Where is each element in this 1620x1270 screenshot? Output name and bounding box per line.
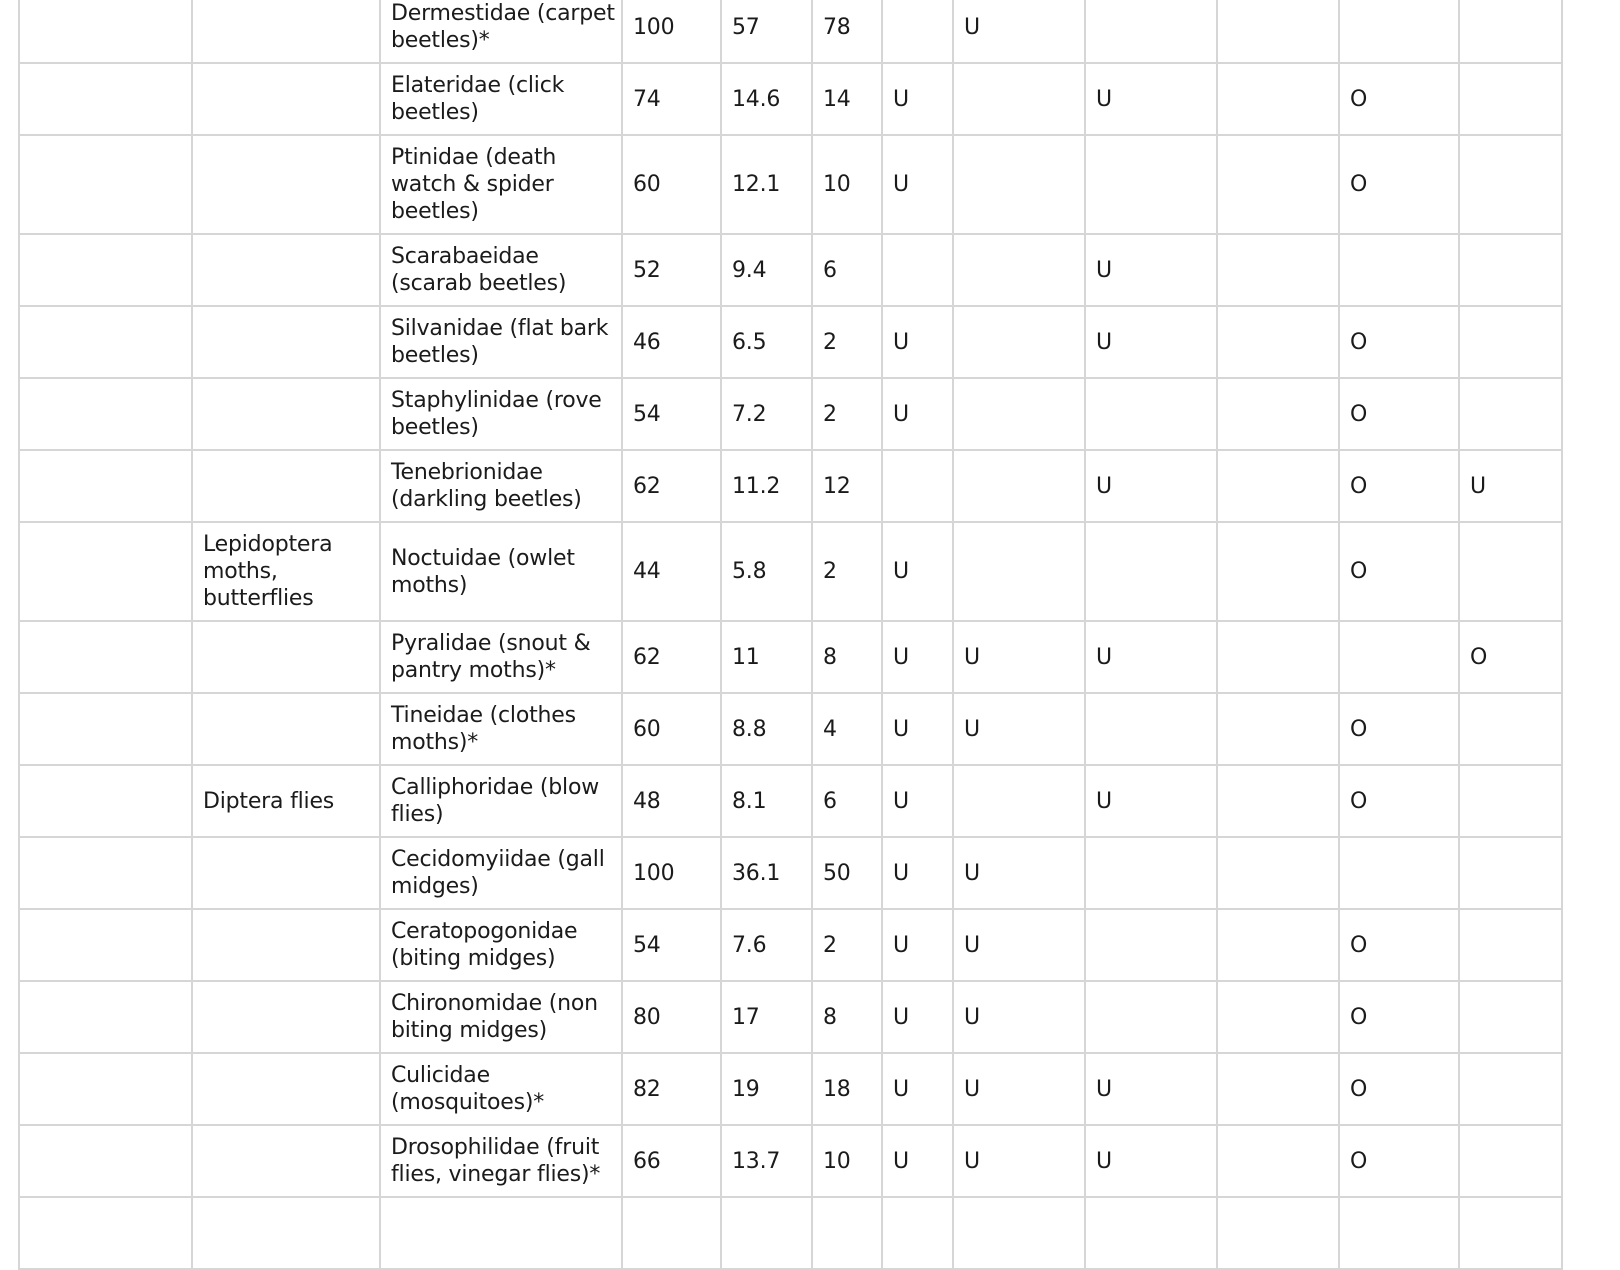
group-cell — [19, 765, 192, 837]
value-cell-2: 14.6 — [721, 63, 812, 135]
code-cell-2 — [953, 765, 1085, 837]
family-cell: Pyralidae (snout & pantry moths)* — [380, 621, 622, 693]
code-cell-2: U — [953, 693, 1085, 765]
code-cell-1: U — [882, 693, 953, 765]
code-cell-4 — [1217, 1053, 1339, 1125]
code-cell-4 — [1217, 63, 1339, 135]
value-cell-2: 57 — [721, 0, 812, 63]
code-cell-6 — [1459, 378, 1562, 450]
family-cell: Tineidae (clothes moths)* — [380, 693, 622, 765]
code-cell-3: U — [1085, 234, 1217, 306]
code-cell-3 — [1085, 0, 1217, 63]
order-cell — [192, 306, 380, 378]
code-cell-4 — [1217, 909, 1339, 981]
code-cell-6 — [1459, 135, 1562, 234]
value-cell-3: 10 — [812, 135, 882, 234]
value-cell-1: 60 — [622, 693, 721, 765]
family-cell: Culicidae (mosquitoes)* — [380, 1053, 622, 1125]
table-row — [19, 306, 1562, 378]
code-cell-4 — [1217, 765, 1339, 837]
code-cell-6 — [1459, 1125, 1562, 1197]
code-cell-6 — [1459, 1053, 1562, 1125]
code-cell-4 — [1217, 693, 1339, 765]
code-cell-1: U — [882, 306, 953, 378]
code-cell-6 — [1459, 63, 1562, 135]
family-cell — [380, 1197, 622, 1269]
code-cell-4 — [1217, 1197, 1339, 1269]
code-cell-1: U — [882, 1053, 953, 1125]
code-cell-3 — [1085, 693, 1217, 765]
group-cell — [19, 1053, 192, 1125]
code-cell-1 — [882, 0, 953, 63]
value-cell-3: 50 — [812, 837, 882, 909]
code-cell-6 — [1459, 1197, 1562, 1269]
group-cell — [19, 450, 192, 522]
code-cell-5: O — [1339, 765, 1459, 837]
code-cell-1 — [882, 450, 953, 522]
code-cell-1: U — [882, 981, 953, 1053]
value-cell-3: 6 — [812, 765, 882, 837]
table-row — [19, 450, 1562, 522]
value-cell-2: 6.5 — [721, 306, 812, 378]
code-cell-4 — [1217, 837, 1339, 909]
order-cell — [192, 234, 380, 306]
family-cell: Silvanidae (flat bark beetles) — [380, 306, 622, 378]
code-cell-2: U — [953, 837, 1085, 909]
code-cell-6: O — [1459, 621, 1562, 693]
value-cell-3: 2 — [812, 522, 882, 621]
code-cell-3 — [1085, 981, 1217, 1053]
value-cell-3: 8 — [812, 621, 882, 693]
code-cell-1: U — [882, 909, 953, 981]
value-cell-2 — [721, 1197, 812, 1269]
data-table-container — [18, 0, 1563, 1270]
code-cell-2: U — [953, 909, 1085, 981]
table-row — [19, 1053, 1562, 1125]
code-cell-5 — [1339, 837, 1459, 909]
code-cell-5: O — [1339, 909, 1459, 981]
code-cell-5: O — [1339, 693, 1459, 765]
code-cell-4 — [1217, 0, 1339, 63]
value-cell-1: 54 — [622, 378, 721, 450]
value-cell-1: 48 — [622, 765, 721, 837]
table-row — [19, 63, 1562, 135]
code-cell-2: U — [953, 1125, 1085, 1197]
code-cell-6: U — [1459, 450, 1562, 522]
code-cell-5: O — [1339, 306, 1459, 378]
code-cell-1: U — [882, 522, 953, 621]
table-row — [19, 1197, 1562, 1269]
code-cell-6 — [1459, 981, 1562, 1053]
value-cell-3: 4 — [812, 693, 882, 765]
code-cell-2: U — [953, 0, 1085, 63]
code-cell-2 — [953, 522, 1085, 621]
table-row — [19, 765, 1562, 837]
code-cell-3 — [1085, 837, 1217, 909]
value-cell-1: 60 — [622, 135, 721, 234]
order-cell — [192, 621, 380, 693]
group-cell — [19, 378, 192, 450]
code-cell-5: O — [1339, 981, 1459, 1053]
code-cell-3 — [1085, 909, 1217, 981]
table-row — [19, 1125, 1562, 1197]
code-cell-5: O — [1339, 378, 1459, 450]
code-cell-3: U — [1085, 1053, 1217, 1125]
code-cell-3: U — [1085, 1125, 1217, 1197]
code-cell-3 — [1085, 135, 1217, 234]
code-cell-4 — [1217, 621, 1339, 693]
group-cell — [19, 1125, 192, 1197]
order-cell — [192, 1197, 380, 1269]
table-row — [19, 522, 1562, 621]
value-cell-1 — [622, 1197, 721, 1269]
value-cell-1: 66 — [622, 1125, 721, 1197]
value-cell-1: 80 — [622, 981, 721, 1053]
value-cell-1: 82 — [622, 1053, 721, 1125]
code-cell-6 — [1459, 522, 1562, 621]
code-cell-5: O — [1339, 135, 1459, 234]
group-cell — [19, 135, 192, 234]
code-cell-1: U — [882, 837, 953, 909]
family-cell: Ptinidae (death watch & spider beetles) — [380, 135, 622, 234]
family-cell: Staphylinidae (rove beetles) — [380, 378, 622, 450]
code-cell-5: O — [1339, 63, 1459, 135]
value-cell-2: 12.1 — [721, 135, 812, 234]
value-cell-2: 36.1 — [721, 837, 812, 909]
family-cell: Cecidomyiidae (gall midges) — [380, 837, 622, 909]
code-cell-3: U — [1085, 63, 1217, 135]
code-cell-2 — [953, 450, 1085, 522]
code-cell-6 — [1459, 693, 1562, 765]
group-cell — [19, 0, 192, 63]
value-cell-2: 17 — [721, 981, 812, 1053]
value-cell-1: 54 — [622, 909, 721, 981]
code-cell-6 — [1459, 837, 1562, 909]
value-cell-1: 52 — [622, 234, 721, 306]
order-cell — [192, 1125, 380, 1197]
value-cell-2: 11 — [721, 621, 812, 693]
family-cell: Chironomidae (non biting midges) — [380, 981, 622, 1053]
group-cell — [19, 909, 192, 981]
code-cell-4 — [1217, 522, 1339, 621]
value-cell-3: 78 — [812, 0, 882, 63]
code-cell-3: U — [1085, 765, 1217, 837]
value-cell-2: 7.2 — [721, 378, 812, 450]
code-cell-3: U — [1085, 621, 1217, 693]
code-cell-4 — [1217, 981, 1339, 1053]
insect-family-table — [18, 0, 1563, 1270]
code-cell-2 — [953, 234, 1085, 306]
family-cell: Calliphoridae (blow flies) — [380, 765, 622, 837]
value-cell-3: 12 — [812, 450, 882, 522]
value-cell-3: 2 — [812, 306, 882, 378]
code-cell-6 — [1459, 909, 1562, 981]
value-cell-2: 5.8 — [721, 522, 812, 621]
code-cell-6 — [1459, 0, 1562, 63]
family-cell: Scarabaeidae (scarab beetles) — [380, 234, 622, 306]
code-cell-5: O — [1339, 450, 1459, 522]
family-cell: Dermestidae (carpet beetles)* — [380, 0, 622, 63]
group-cell — [19, 981, 192, 1053]
group-cell — [19, 522, 192, 621]
code-cell-3: U — [1085, 306, 1217, 378]
code-cell-6 — [1459, 765, 1562, 837]
code-cell-6 — [1459, 234, 1562, 306]
code-cell-1: U — [882, 765, 953, 837]
code-cell-2 — [953, 306, 1085, 378]
value-cell-3 — [812, 1197, 882, 1269]
value-cell-1: 44 — [622, 522, 721, 621]
value-cell-2: 7.6 — [721, 909, 812, 981]
family-cell: Tenebrionidae (darkling beetles) — [380, 450, 622, 522]
code-cell-1: U — [882, 63, 953, 135]
code-cell-1 — [882, 234, 953, 306]
value-cell-2: 13.7 — [721, 1125, 812, 1197]
family-cell: Drosophilidae (fruit flies, vinegar flies)* — [380, 1125, 622, 1197]
table-row — [19, 693, 1562, 765]
code-cell-4 — [1217, 234, 1339, 306]
code-cell-2 — [953, 378, 1085, 450]
value-cell-3: 14 — [812, 63, 882, 135]
table-row — [19, 378, 1562, 450]
group-cell — [19, 693, 192, 765]
value-cell-3: 8 — [812, 981, 882, 1053]
code-cell-3 — [1085, 1197, 1217, 1269]
code-cell-5 — [1339, 0, 1459, 63]
value-cell-2: 19 — [721, 1053, 812, 1125]
code-cell-2 — [953, 135, 1085, 234]
code-cell-6 — [1459, 306, 1562, 378]
value-cell-3: 2 — [812, 909, 882, 981]
code-cell-3 — [1085, 522, 1217, 621]
order-cell — [192, 450, 380, 522]
code-cell-2 — [953, 1197, 1085, 1269]
family-cell: Ceratopogonidae (biting midges) — [380, 909, 622, 981]
order-cell: Diptera flies — [192, 765, 380, 837]
group-cell — [19, 234, 192, 306]
value-cell-1: 74 — [622, 63, 721, 135]
code-cell-2: U — [953, 981, 1085, 1053]
code-cell-5: O — [1339, 1125, 1459, 1197]
value-cell-3: 18 — [812, 1053, 882, 1125]
code-cell-1: U — [882, 135, 953, 234]
code-cell-1: U — [882, 378, 953, 450]
code-cell-5: O — [1339, 1053, 1459, 1125]
value-cell-2: 9.4 — [721, 234, 812, 306]
family-cell: Noctuidae (owlet moths) — [380, 522, 622, 621]
code-cell-2: U — [953, 1053, 1085, 1125]
order-cell — [192, 135, 380, 234]
value-cell-1: 62 — [622, 450, 721, 522]
code-cell-4 — [1217, 306, 1339, 378]
order-cell — [192, 63, 380, 135]
group-cell — [19, 837, 192, 909]
code-cell-5 — [1339, 234, 1459, 306]
code-cell-5 — [1339, 621, 1459, 693]
value-cell-3: 6 — [812, 234, 882, 306]
order-cell — [192, 981, 380, 1053]
table-row — [19, 621, 1562, 693]
table-body — [19, 0, 1562, 1269]
group-cell — [19, 621, 192, 693]
code-cell-4 — [1217, 450, 1339, 522]
group-cell — [19, 306, 192, 378]
code-cell-1: U — [882, 1125, 953, 1197]
value-cell-1: 100 — [622, 0, 721, 63]
order-cell: Lepidoptera moths, butterflies — [192, 522, 380, 621]
value-cell-2: 11.2 — [721, 450, 812, 522]
value-cell-1: 46 — [622, 306, 721, 378]
family-cell: Elateridae (click beetles) — [380, 63, 622, 135]
code-cell-3 — [1085, 378, 1217, 450]
table-row — [19, 135, 1562, 234]
order-cell — [192, 378, 380, 450]
group-cell — [19, 1197, 192, 1269]
table-row — [19, 0, 1562, 63]
value-cell-3: 2 — [812, 378, 882, 450]
table-row — [19, 909, 1562, 981]
code-cell-4 — [1217, 135, 1339, 234]
value-cell-3: 10 — [812, 1125, 882, 1197]
code-cell-5 — [1339, 1197, 1459, 1269]
code-cell-3: U — [1085, 450, 1217, 522]
group-cell — [19, 63, 192, 135]
order-cell — [192, 837, 380, 909]
code-cell-1: U — [882, 621, 953, 693]
order-cell — [192, 909, 380, 981]
code-cell-4 — [1217, 378, 1339, 450]
order-cell — [192, 0, 380, 63]
order-cell — [192, 1053, 380, 1125]
value-cell-1: 62 — [622, 621, 721, 693]
value-cell-2: 8.1 — [721, 765, 812, 837]
table-row — [19, 981, 1562, 1053]
code-cell-5: O — [1339, 522, 1459, 621]
code-cell-1 — [882, 1197, 953, 1269]
code-cell-2 — [953, 63, 1085, 135]
value-cell-1: 100 — [622, 837, 721, 909]
value-cell-2: 8.8 — [721, 693, 812, 765]
table-row — [19, 234, 1562, 306]
table-row — [19, 837, 1562, 909]
code-cell-4 — [1217, 1125, 1339, 1197]
code-cell-2: U — [953, 621, 1085, 693]
order-cell — [192, 693, 380, 765]
